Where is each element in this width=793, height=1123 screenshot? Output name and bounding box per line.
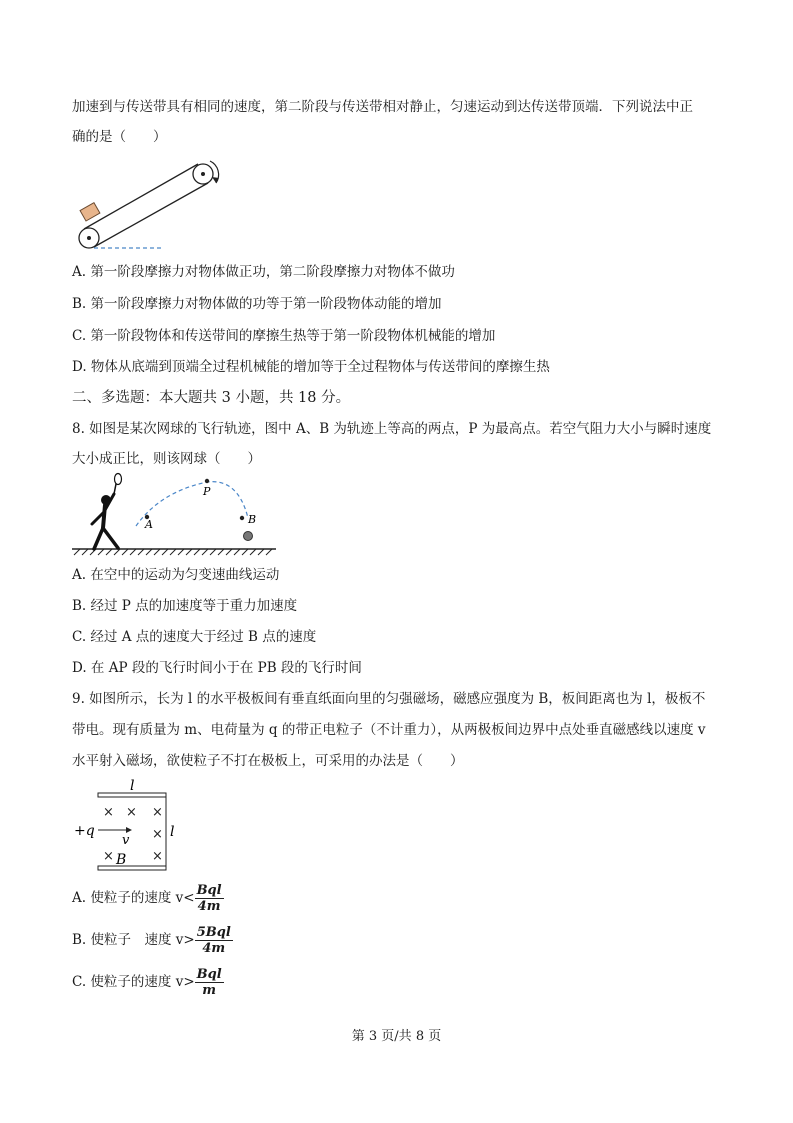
q9-option-a: A. 使粒子的速度 v< $\frac{\text{Bql}}{4m}$ [72, 882, 222, 914]
label-b: B [248, 513, 257, 526]
q7-stem-line-1: 加速到与传送带具有相同的速度，第二阶段与传送带相对静止，匀速运动到达传送带顶端．下列说法中正 [72, 99, 693, 115]
player-figure [92, 474, 122, 550]
q8-stem-line-2: 大小成正比，则该网球（ ） [72, 451, 261, 467]
svg-text:×: × [152, 827, 163, 842]
q8-stem-line-1: 8. 如图是某次网球的飞行轨迹，图中 A、B 为轨迹上等高的两点，P 为最高点。若空气阻力大小与瞬时速度 [72, 421, 712, 437]
label-a: A [145, 518, 153, 531]
fraction: $\frac{\text{Bql}}{4m}$ [196, 882, 222, 914]
q7-option-b: B. 第一阶段摩擦力对物体做的功等于第一阶段物体动能的增加 [72, 296, 442, 312]
label-charge: +q [74, 823, 95, 839]
q7-option-c: C. 第一阶段物体和传送带间的摩擦生热等于第一阶段物体机械能的增加 [72, 328, 496, 344]
q9-option-c: C. 使粒子的速度 v> $\frac{\text{Bql}}{m}$ [72, 966, 222, 998]
label-v: v [122, 833, 130, 848]
q9-option-b: B. 使粒子 速度 v> $\frac{\text{5Bql}}{4m}$ [72, 924, 231, 956]
tennis-ball [244, 532, 253, 541]
svg-text:×: × [103, 805, 114, 820]
q7-option-d: D. 物体从底端到顶端全过程机械能的增加等于全过程物体与传送带间的摩擦生热 [72, 359, 550, 375]
svg-text:×: × [103, 849, 114, 864]
label-p: P [203, 485, 211, 498]
q8-option-b: B. 经过 P 点的加速度等于重力加速度 [72, 598, 298, 614]
section-heading: 二、多选题：本大题共 3 小题，共 18 分。 [72, 390, 351, 406]
svg-text:×: × [126, 805, 137, 820]
q8-option-a: A. 在空中的运动为匀变速曲线运动 [72, 567, 280, 583]
fraction: $\frac{\text{Bql}}{m}$ [196, 966, 222, 998]
q8-option-d: D. 在 AP 段的飞行时间小于在 PB 段的飞行时间 [72, 660, 362, 676]
q7-option-a: A. 第一阶段摩擦力对物体做正功，第二阶段摩擦力对物体不做功 [72, 264, 455, 280]
point-b [240, 516, 244, 520]
q9-stem-line-3: 水平射入磁场，欲使粒子不打在极板上，可采用的办法是（ ） [72, 753, 464, 769]
label-b: B [116, 852, 127, 868]
conveyor-belt-figure [70, 155, 230, 255]
page-footer: 第 3 页/共 8 页 [351, 1029, 442, 1044]
svg-text:×: × [152, 849, 163, 864]
block [80, 203, 100, 221]
q8-option-c: C. 经过 A 点的速度大于经过 B 点的速度 [72, 629, 317, 645]
magnetic-field-figure [70, 778, 190, 878]
label-l-top: l [130, 778, 135, 794]
label-l-side: l [170, 824, 175, 840]
fraction: $\frac{\text{5Bql}}{4m}$ [196, 924, 231, 956]
q9-stem-line-1: 9. 如图所示，长为 l 的水平极板间有垂直纸面向里的匀强磁场，磁感应强度为 B，板间距离也为 l，极板不 [72, 691, 706, 707]
bottom-plate [98, 866, 166, 870]
tennis-trajectory-figure [70, 472, 280, 556]
point-p [205, 479, 209, 483]
q7-stem-line-2: 确的是（ ） [72, 129, 167, 145]
svg-text:×: × [152, 805, 163, 820]
q9-stem-line-2: 带电。现有质量为 m、电荷量为 q 的带正电粒子（不计重力），从两极板间边界中点处垂直磁感线以速度 v [72, 722, 706, 738]
